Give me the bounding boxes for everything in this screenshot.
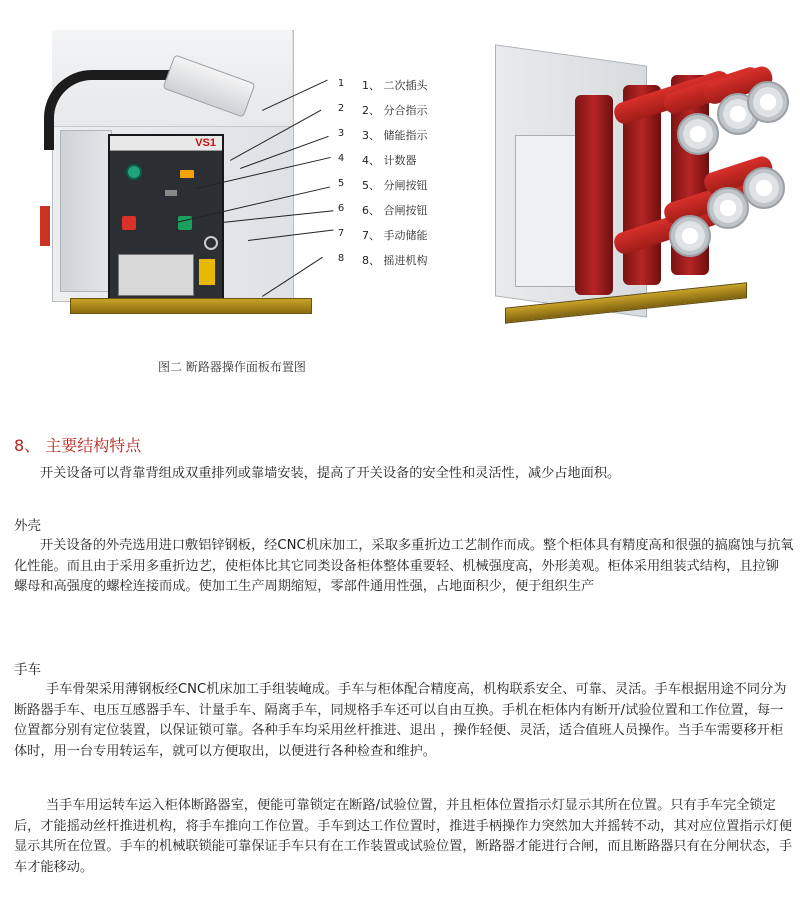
callout-number: 4 xyxy=(337,153,345,164)
shell-paragraph: 开关设备的外壳选用进口敷铝锌钢板，经CNC机床加工，采取多重折边工艺制作而成。整个柜体具有精度高和很强的搞腐蚀与抗氧化性能。而且由于采用多重折边艺，使柜体比其它同类设备柜体整体重要轻、机械强度高，外形美观。柜体采用组装式结构，且拉铆 螺母和高强度的螺栓连接而成。使加工生产周期缩短，零部件通用性强，占地面积少，便于组织生产 xyxy=(14,538,794,594)
callout-label-secondary-plug: 1、 二次插头 xyxy=(362,79,428,92)
contact-cap xyxy=(677,113,719,155)
callout-number: 3 xyxy=(337,128,345,139)
callout-label-open-button: 5、 分闸按钮 xyxy=(362,179,428,192)
panel-strip xyxy=(110,136,222,151)
contact-cap xyxy=(747,81,789,123)
insulating-pole xyxy=(575,95,613,295)
contact-cap xyxy=(669,215,711,257)
figure-caption: 图二 断路器操作面板布置图 xyxy=(158,360,306,374)
manual-storage-crank xyxy=(204,236,218,250)
callout-number: 2 xyxy=(337,103,345,114)
callout-number: 6 xyxy=(337,203,345,214)
warning-label xyxy=(198,258,216,286)
section-heading: 8、 主要结构特点 xyxy=(14,436,142,455)
cart-paragraph-1: 手车骨架采用薄钢板经CNC机床加工手组装崦成。手车与柜体配合精度高，机构联系安全、可靠、灵活。手车根据用途不同分为断路器手车、电压互感器手车、计量手车、隔离手车，同规格手车还可以自由互换。手机在柜体内有断开/试验位置和工作位置，每一位置都分别有定位装置，以保证锁可靠。各种手车均采用丝杆推进、退出 ，操作轻便、灵活，适合值班人员操作。当手车需要移开柜体时，用一台专用转运车，就可以方便取出，以便进行各种检查和维护。 xyxy=(14,682,787,759)
callout-number: 8 xyxy=(337,253,345,264)
callout-number: 1 xyxy=(337,78,345,89)
racking-rail xyxy=(70,298,312,314)
energy-storage-indicator xyxy=(180,170,194,178)
callout-label-close-button: 6、 合闸按钮 xyxy=(362,204,428,217)
panel-logo: VS1 xyxy=(195,137,216,149)
callout-number: 5 xyxy=(337,178,345,189)
callout-label-manual-storage: 7、 手动储能 xyxy=(362,229,428,242)
counter xyxy=(165,190,177,196)
open-close-indicator xyxy=(128,166,140,178)
cart-paragraph-2: 当手车用运转车运入柜体断路器室，便能可靠锁定在断路/试验位置，并且柜体位置指示灯显示其所在位置。只有手车完全锁定后，才能摇动丝杆推进机构，将手车推向工作位置。手车到达工作位置时，推进手柄操作力突然加大并摇转不动，其对应位置指示灯便显示其所在位置。手车的机械联锁能可靠保证手车只有在工作装置或试验位置，断路器才能进行合闸，而且断路器只有在分闸状态，手车才能移动。 xyxy=(14,798,793,875)
cart-heading: 手车 xyxy=(14,662,41,678)
callout-label-counter: 4、 计数器 xyxy=(362,154,417,167)
callout-label-open-close-indicator: 2、 分合指示 xyxy=(362,104,428,117)
operation-panel xyxy=(108,134,224,306)
side-panel xyxy=(60,130,112,292)
callout-number: 7 xyxy=(337,228,345,239)
breaker-rear-image xyxy=(495,55,785,345)
callout-label-storage-indicator: 3、 储能指示 xyxy=(362,129,428,142)
red-handle xyxy=(40,206,50,246)
shell-heading: 外壳 xyxy=(14,518,41,534)
open-button-red xyxy=(122,216,136,230)
contact-cap xyxy=(743,167,785,209)
nameplate xyxy=(118,254,194,296)
intro-paragraph: 开关设备可以背靠背组成双重排列或靠墙安装，提高了开关设备的安全性和灵活性，减少占地面积。 xyxy=(40,466,621,481)
callout-label-racking-mechanism: 8、 摇进机构 xyxy=(362,254,428,267)
